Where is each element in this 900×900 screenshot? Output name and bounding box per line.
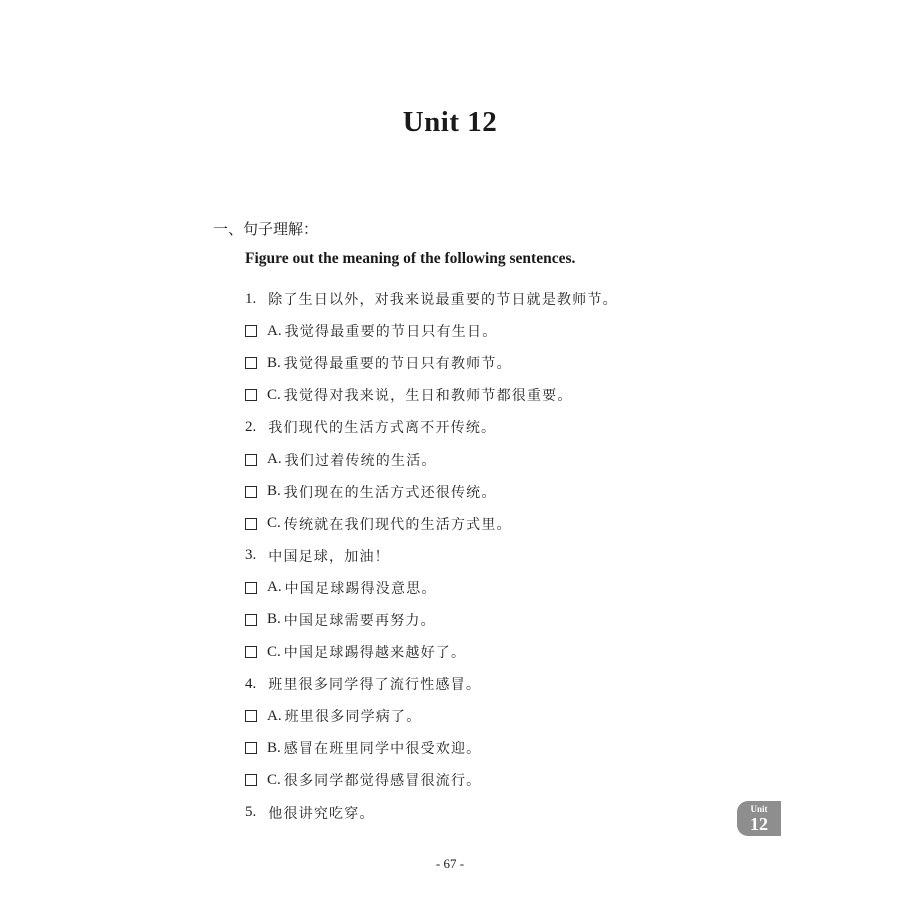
option-letter: C. (267, 771, 281, 788)
question-number: 5. (245, 804, 257, 821)
answer-option (245, 476, 765, 508)
answer-option (245, 636, 765, 668)
question-number: 4. (245, 675, 257, 692)
question-text: 中国足球，加油！ (268, 548, 390, 565)
option-text: 传统就在我们现代的生活方式里。 (283, 516, 512, 533)
checkbox[interactable] (245, 357, 257, 369)
option-letter: A. (267, 707, 282, 724)
checkbox[interactable] (245, 646, 257, 658)
option-text: 中国足球踢得没意思。 (284, 580, 437, 597)
answer-option (245, 347, 765, 379)
question-item (245, 797, 765, 829)
answer-option (245, 443, 765, 475)
option-text: 我觉得最重要的节日只有教师节。 (283, 356, 512, 373)
option-letter: C. (267, 386, 281, 403)
unit-tab (737, 801, 781, 836)
option-letter: B. (267, 354, 281, 371)
option-text: 我觉得对我来说，生日和教师节都很重要。 (283, 388, 573, 405)
answer-option (245, 572, 765, 604)
answer-option (245, 732, 765, 764)
checkbox[interactable] (245, 454, 257, 466)
option-text: 中国足球需要再努力。 (283, 612, 436, 629)
question-number: 2. (245, 418, 257, 435)
answer-option (245, 379, 765, 411)
option-letter: B. (267, 611, 281, 628)
answer-option (245, 604, 765, 636)
option-text: 班里很多同学病了。 (284, 709, 422, 726)
question-text: 我们现代的生活方式离不开传统。 (268, 420, 497, 437)
checkbox[interactable] (245, 325, 257, 337)
question-number: 1. (245, 290, 257, 307)
section-heading: 一、句子理解： (213, 220, 319, 238)
answer-option (245, 315, 765, 347)
unit-tab-label: Unit (750, 804, 768, 814)
option-text: 我们现在的生活方式还很传统。 (283, 484, 497, 501)
question-item (245, 540, 765, 572)
checkbox[interactable] (245, 389, 257, 401)
checkbox[interactable] (245, 486, 257, 498)
option-letter: A. (267, 579, 282, 596)
option-text: 感冒在班里同学中很受欢迎。 (283, 741, 482, 758)
option-letter: C. (267, 515, 281, 532)
question-item (245, 668, 765, 700)
question-item (245, 411, 765, 443)
checkbox[interactable] (245, 582, 257, 594)
option-text: 很多同学都觉得感冒很流行。 (283, 773, 482, 790)
answer-option (245, 508, 765, 540)
answer-option (245, 700, 765, 732)
question-text: 除了生日以外，对我来说最重要的节日就是教师节。 (268, 292, 618, 309)
question-text: 他很讲究吃穿。 (268, 805, 375, 822)
checkbox[interactable] (245, 614, 257, 626)
option-letter: B. (267, 483, 281, 500)
option-text: 我们过着传统的生活。 (284, 452, 437, 469)
option-text: 中国足球踢得越来越好了。 (283, 645, 467, 662)
instruction-text: Figure out the meaning of the following sentences. (245, 250, 576, 267)
page-number: - 67 - (435, 856, 465, 871)
checkbox[interactable] (245, 774, 257, 786)
unit-tab-number: 12 (750, 814, 768, 834)
option-letter: A. (267, 451, 282, 468)
exercise-list (245, 283, 765, 829)
option-letter: B. (267, 739, 281, 756)
page-title: Unit 12 (402, 106, 498, 138)
question-text: 班里很多同学得了流行性感冒。 (268, 677, 482, 694)
answer-option (245, 764, 765, 796)
option-text: 我觉得最重要的节日只有生日。 (284, 324, 498, 341)
option-letter: C. (267, 643, 281, 660)
option-letter: A. (267, 322, 282, 339)
checkbox[interactable] (245, 518, 257, 530)
checkbox[interactable] (245, 742, 257, 754)
checkbox[interactable] (245, 710, 257, 722)
question-item (245, 283, 765, 315)
question-number: 3. (245, 547, 257, 564)
